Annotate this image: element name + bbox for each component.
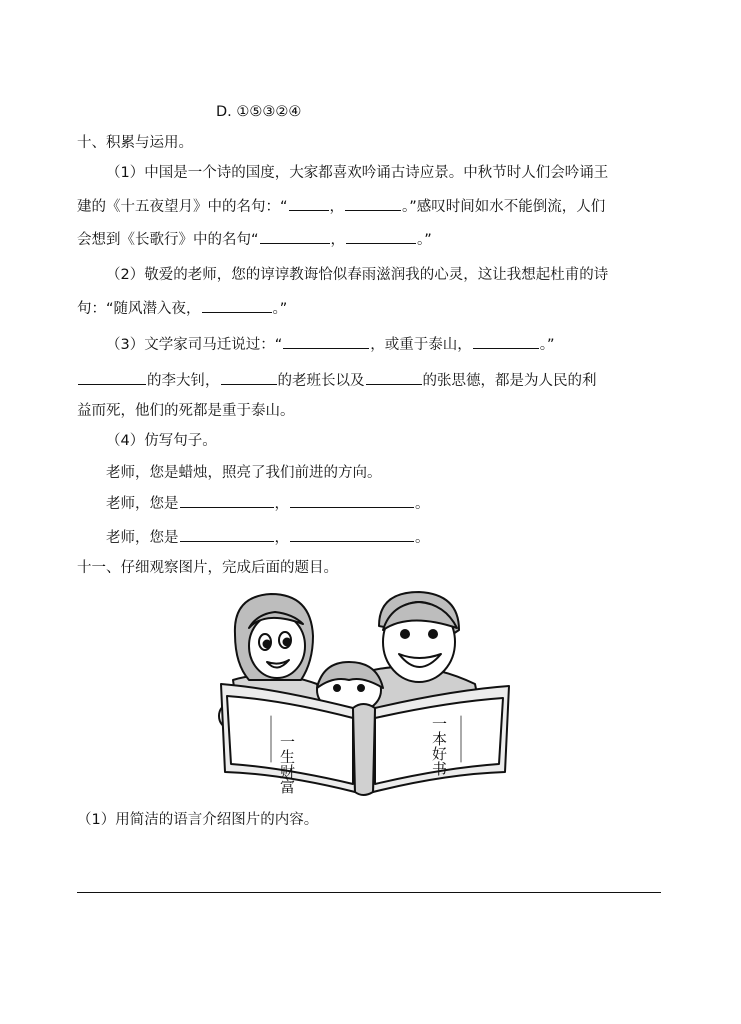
q4-answer-line-1 (106, 493, 430, 514)
family-reading-illustration (213, 584, 517, 800)
q4-period: 。 (415, 530, 430, 546)
answer-blank[interactable] (260, 229, 330, 244)
q1-line3-text-b: ， (330, 232, 346, 248)
q1-line2 (77, 196, 605, 217)
q4-prompt: 老师，您是 (106, 530, 179, 546)
q2-line2-text-b: 。” (272, 301, 288, 317)
q4-period: 。 (415, 496, 430, 512)
q3-line2-text-a: 的李大钊， (147, 373, 220, 389)
answer-blank[interactable] (180, 493, 274, 508)
answer-blank[interactable] (473, 334, 539, 349)
father-icon (379, 592, 459, 682)
answer-blank[interactable] (290, 493, 414, 508)
q3-line2-text-c: 的张思德，都是为人民的利 (422, 373, 597, 389)
q1-line2-text-a: 建的《十五夜望月》中的名句：“ (77, 199, 288, 215)
q1-line3-text-a: 会想到《长歌行》中的名句“ (77, 232, 259, 248)
answer-blank[interactable] (221, 370, 277, 385)
answer-blank[interactable] (345, 196, 401, 211)
q4-prompt: 老师，您是 (106, 496, 179, 512)
q3-line2-text-b: 的老班长以及 (277, 373, 365, 389)
section-11-q1: （1）用简洁的语言介绍图片的内容。 (77, 812, 319, 828)
q1-line2-text-c: 。”感叹时间如水不能倒流，人们 (402, 199, 606, 215)
q4-example: 老师，您是蜡烛，照亮了我们前进的方向。 (106, 465, 382, 481)
q3-line1-text-a: （3）文学家司马迁说过：“ (106, 337, 283, 353)
option-d: D. ①⑤③②④ (216, 104, 302, 120)
answer-blank[interactable] (283, 334, 369, 349)
section-11-heading: 十一、仔细观察图片，完成后面的题目。 (77, 560, 338, 576)
book-left-text: 一生财富 (278, 734, 296, 794)
q4-answer-line-2 (106, 527, 430, 548)
q4-label: （4）仿写句子。 (106, 433, 217, 449)
answer-blank[interactable] (180, 527, 274, 542)
q1-line3-text-c: 。” (417, 232, 432, 248)
q2-line1: （2）敬爱的老师，您的谆谆教诲恰似春雨滋润我的心灵，这让我想起杜甫的诗 (106, 267, 609, 283)
answer-blank[interactable] (366, 370, 422, 385)
q4-comma: ， (274, 496, 289, 512)
section-10-heading: 十、积累与运用。 (77, 135, 193, 151)
answer-blank[interactable] (289, 196, 329, 211)
q3-line2 (77, 370, 597, 391)
q3-line1-text-b: ，或重于泰山， (370, 337, 472, 353)
q2-line2 (77, 298, 287, 319)
answer-line[interactable] (77, 892, 661, 893)
q2-line2-text-a: 句：“随风潜入夜， (77, 301, 201, 317)
answer-blank[interactable] (346, 229, 416, 244)
answer-blank[interactable] (202, 298, 272, 313)
q3-line1 (106, 334, 555, 355)
q4-comma: ， (274, 530, 289, 546)
q3-line1-text-c: 。” (539, 337, 555, 353)
answer-blank[interactable] (78, 370, 146, 385)
answer-blank[interactable] (290, 527, 414, 542)
book-right-text: 一本好书 (430, 716, 448, 776)
q1-line2-text-b: ， (329, 199, 345, 215)
q3-line3: 益而死，他们的死都是重于泰山。 (77, 403, 295, 419)
q1-line3 (77, 229, 432, 250)
mother-icon (235, 594, 313, 680)
q1-line1: （1）中国是一个诗的国度，大家都喜欢吟诵古诗应景。中秋节时人们会吟诵王 (106, 165, 609, 181)
